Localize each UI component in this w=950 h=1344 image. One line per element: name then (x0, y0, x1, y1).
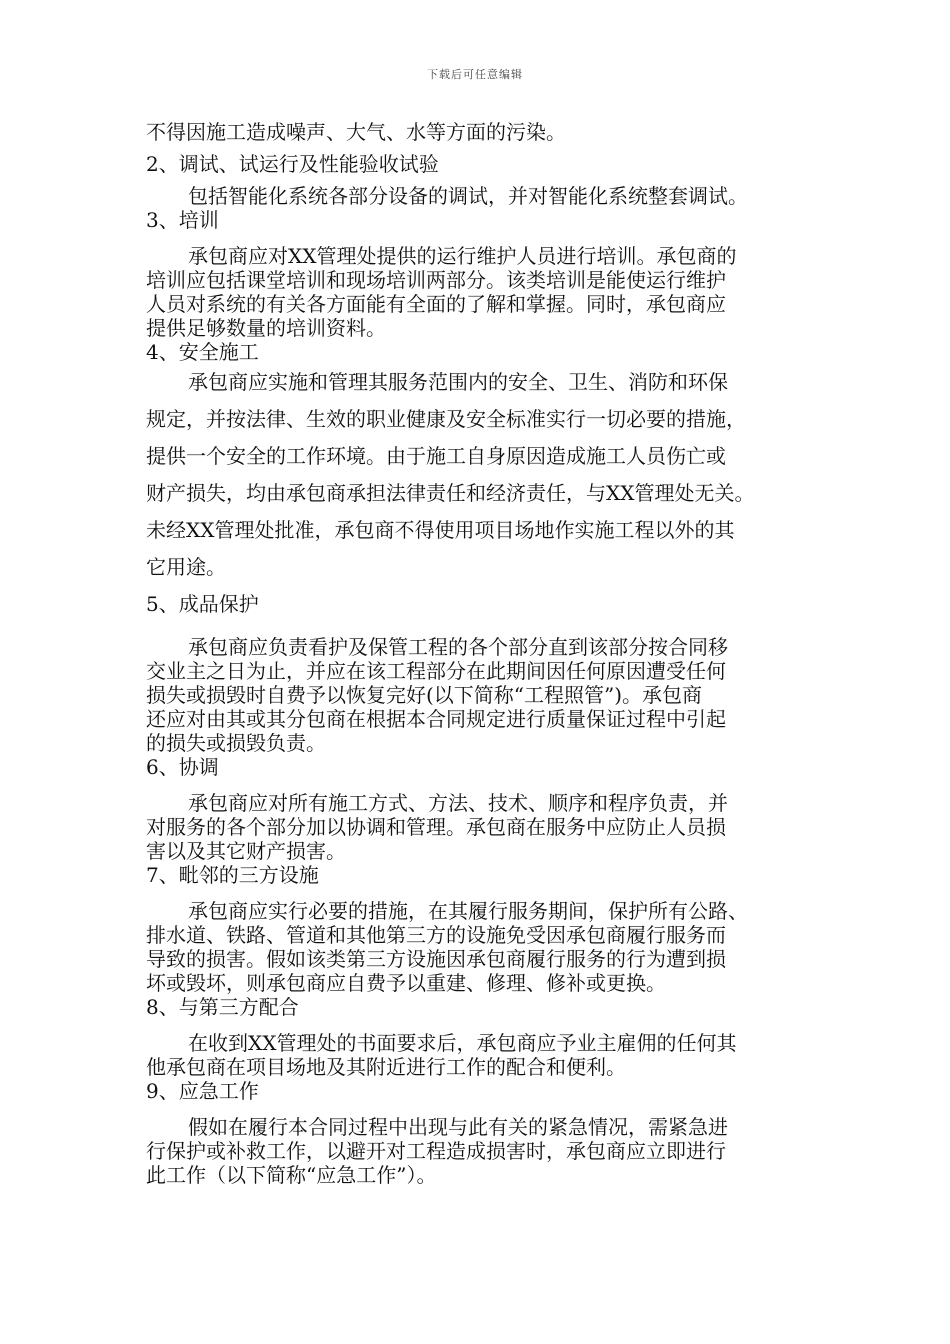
page-header: 下载后可任意编辑 (427, 68, 523, 81)
paragraph-line: 不得因施工造成噪声、大气、水等方面的污染。 (146, 120, 566, 144)
paragraph-line: 提供足够数量的培训资料。 (146, 316, 386, 340)
paragraph-line: 的损失或损毁负责。 (146, 731, 326, 755)
paragraph-line: 他承包商在项目场地及其附近进行工作的配合和便利。 (146, 1055, 626, 1079)
section-heading: 4、安全施工 (146, 340, 259, 364)
paragraph-line: 它用途。 (146, 555, 226, 579)
paragraph-line: 交业主之日为止，并应在该工程部分在此期间因任何原因遭受任何 (146, 659, 726, 683)
paragraph-line: 导致的损害。假如该类第三方设施因承包商履行服务的行为遭到损 (146, 947, 726, 971)
paragraph-line: 包括智能化系统各部分设备的调试，并对智能化系统整套调试。 (188, 184, 748, 208)
paragraph-line: 提供一个安全的工作环境。由于施工自身原因造成施工人员伤亡或 (146, 444, 726, 468)
section-heading: 9、应急工作 (146, 1079, 259, 1103)
paragraph-line: 承包商应负责看护及保管工程的各个部分直到该部分按合同移 (188, 635, 728, 659)
document-body (146, 120, 836, 1187)
section-heading: 6、协调 (146, 755, 219, 779)
section-heading: 8、与第三方配合 (146, 995, 299, 1019)
paragraph-line: 培训应包括课堂培训和现场培训两部分。该类培训是能使运行维护 (146, 268, 726, 292)
paragraph-line: 承包商应实施和管理其服务范围内的安全、卫生、消防和环保 (188, 370, 728, 394)
paragraph-line: 此工作（以下简称“应急工作”）。 (146, 1163, 437, 1187)
paragraph-line: 财产损失，均由承包商承担法律责任和经济责任，与XX管理处无关。 (146, 481, 755, 505)
section-heading: 2、调试、试运行及性能验收试验 (146, 152, 439, 176)
section-heading: 3、培训 (146, 208, 219, 232)
paragraph-line: 未经XX管理处批准，承包商不得使用项目场地作实施工程以外的其 (146, 518, 735, 542)
paragraph-line: 承包商应对XX管理处提供的运行维护人员进行培训。承包商的 (188, 244, 737, 268)
paragraph-line: 对服务的各个部分加以协调和管理。承包商在服务中应防止人员损 (146, 815, 726, 839)
section-heading: 5、成品保护 (146, 592, 259, 616)
paragraph-line: 规定，并按法律、生效的职业健康及安全标准实行一切必要的措施， (146, 407, 746, 431)
paragraph-line: 损失或损毁时自费予以恢复完好(以下简称“工程照管”)。承包商 (146, 683, 703, 707)
paragraph-line: 假如在履行本合同过程中出现与此有关的紧急情况，需紧急进 (188, 1115, 728, 1139)
paragraph-line: 排水道、铁路、管道和其他第三方的设施免受因承包商履行服务而 (146, 923, 726, 947)
paragraph-line: 承包商应实行必要的措施，在其履行服务期间，保护所有公路、 (188, 899, 748, 923)
paragraph-line: 人员对系统的有关各方面能有全面的了解和掌握。同时，承包商应 (146, 292, 726, 316)
paragraph-line: 承包商应对所有施工方式、方法、技术、顺序和程序负责，并 (188, 791, 728, 815)
paragraph-line: 害以及其它财产损害。 (146, 839, 346, 863)
paragraph-line: 坏或毁坏，则承包商应自费予以重建、修理、修补或更换。 (146, 971, 666, 995)
paragraph-line: 行保护或补救工作，以避开对工程造成损害时，承包商应立即进行 (146, 1139, 726, 1163)
paragraph-line: 还应对由其或其分包商在根据本合同规定进行质量保证过程中引起 (146, 707, 726, 731)
paragraph-line: 在收到XX管理处的书面要求后，承包商应予业主雇佣的任何其 (188, 1031, 737, 1055)
section-heading: 7、毗邻的三方设施 (146, 863, 319, 887)
